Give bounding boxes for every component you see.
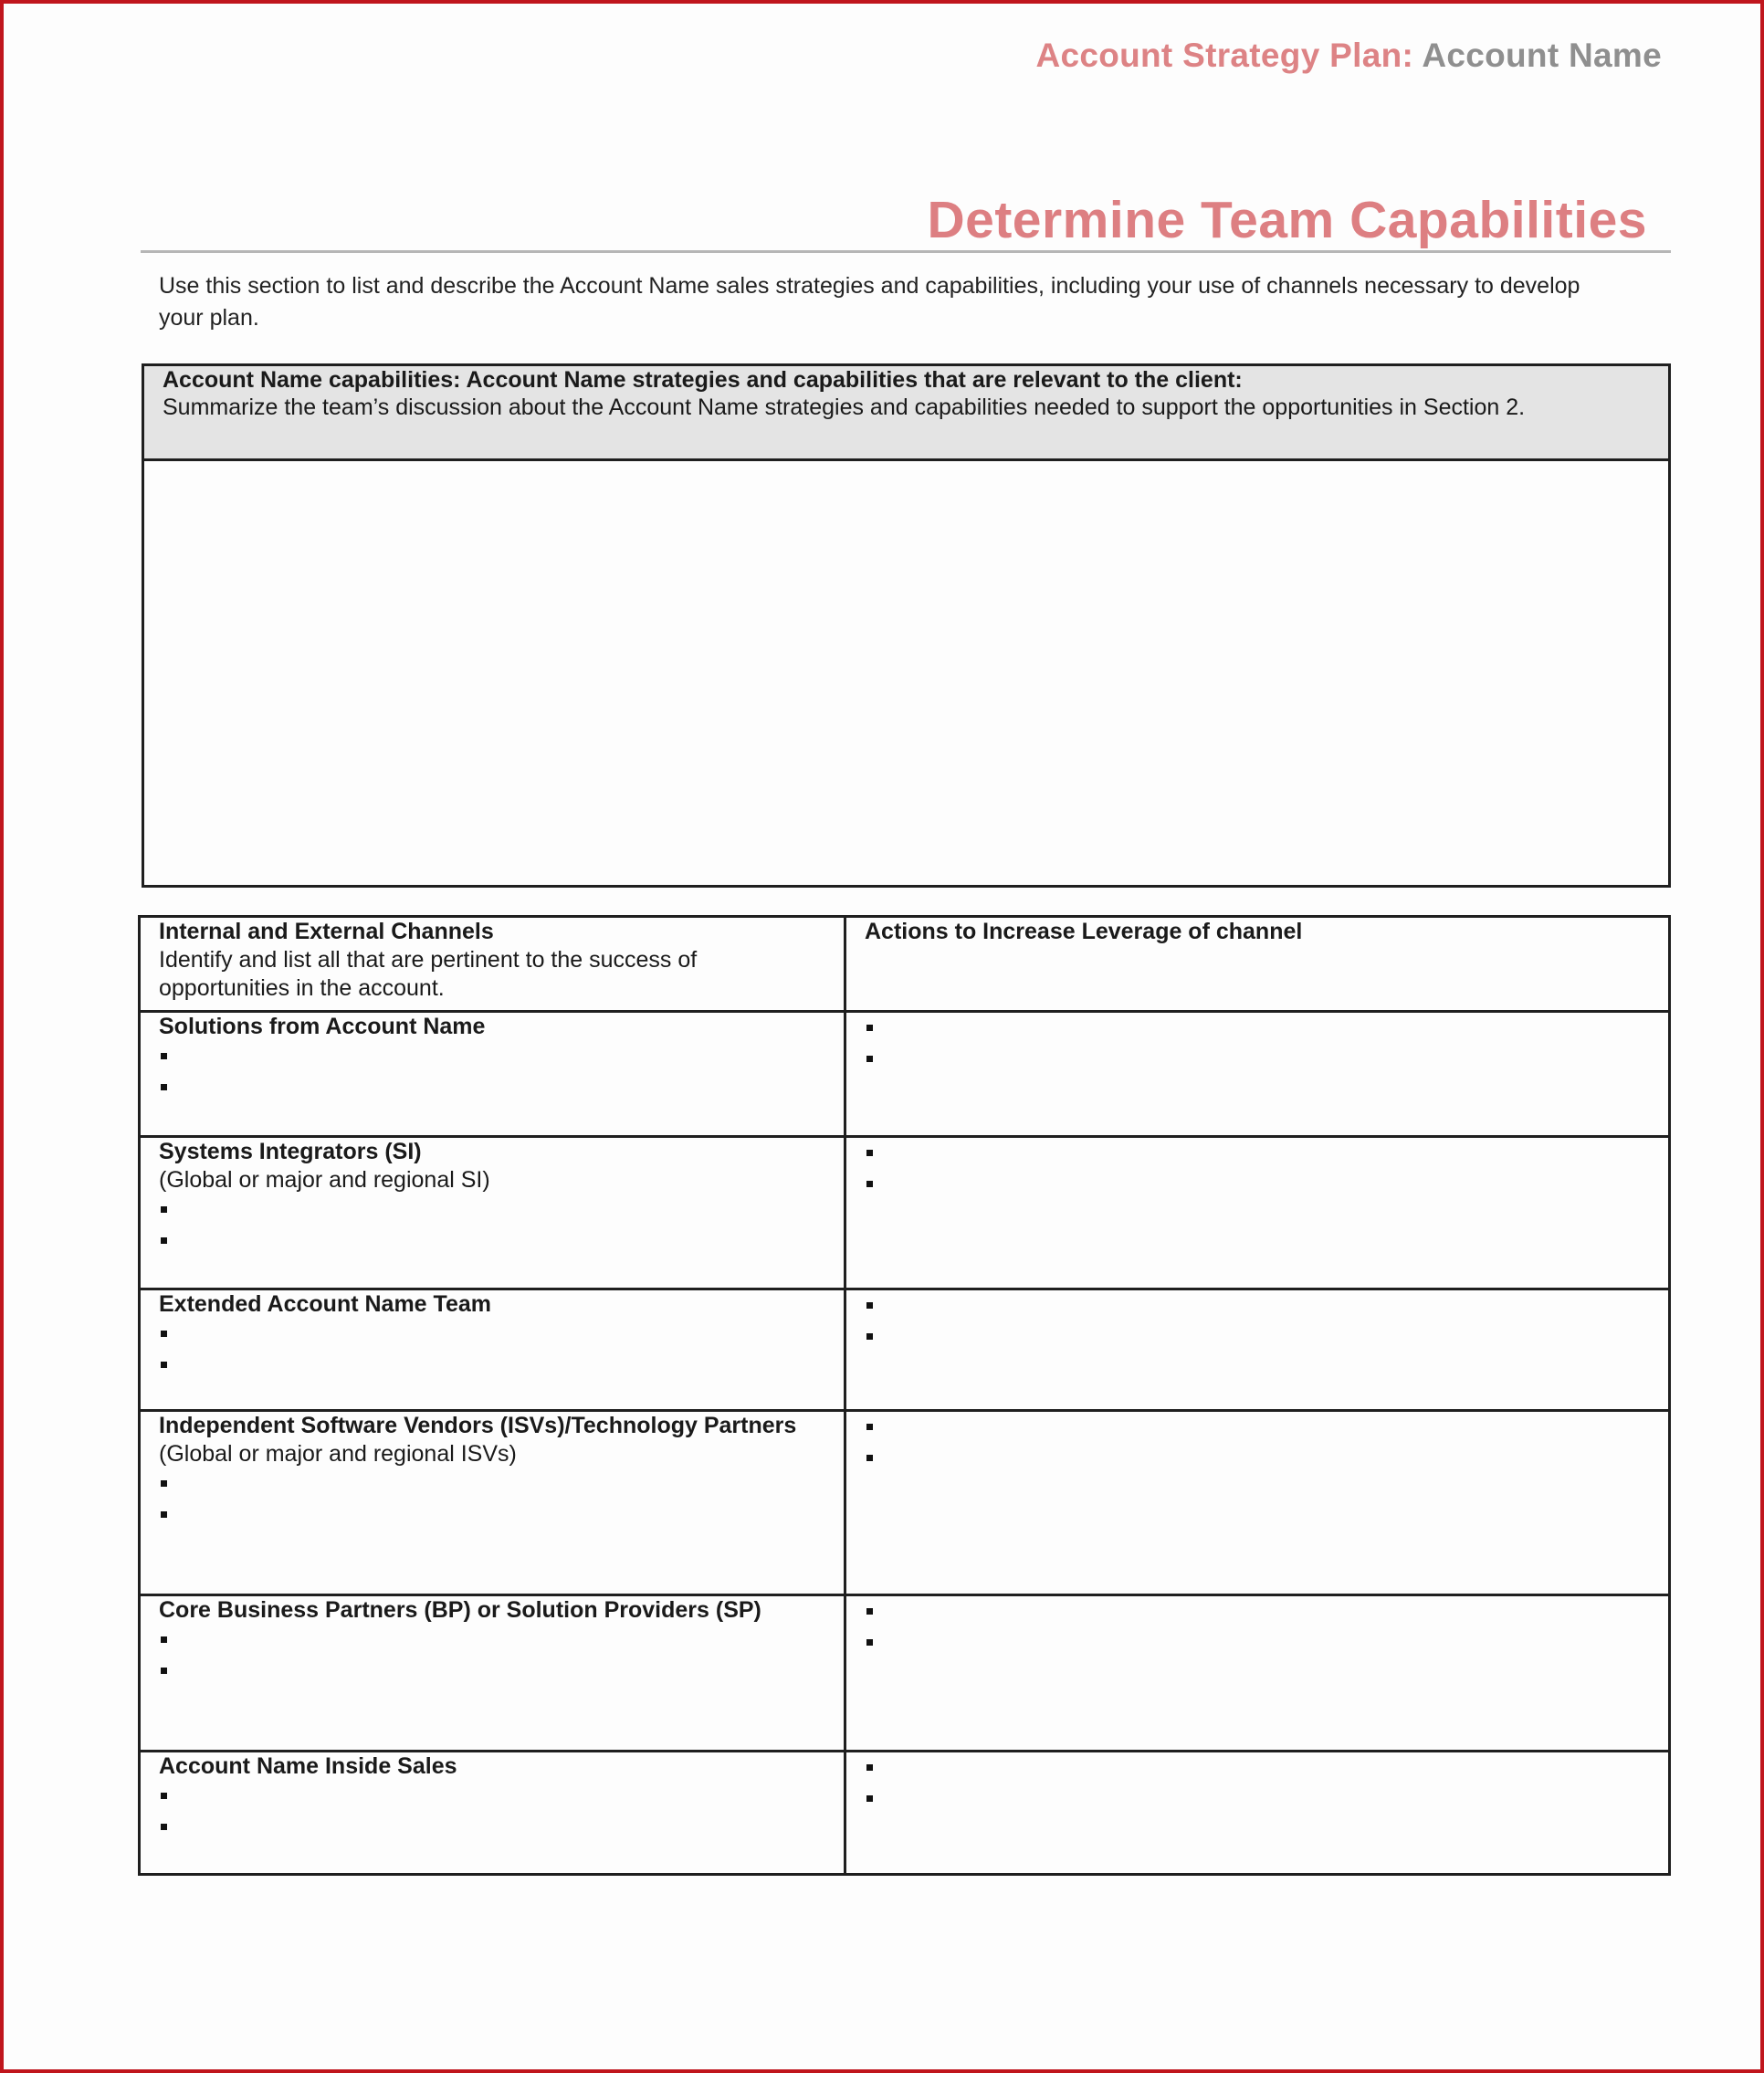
bullet-item[interactable]	[159, 1226, 825, 1257]
table-row	[140, 1289, 1670, 1411]
channel-cell[interactable]	[140, 1137, 845, 1289]
bullet-item[interactable]	[865, 1443, 1650, 1474]
header-account-name: Account Name	[1422, 37, 1662, 74]
capabilities-instruction: Summarize the team’s discussion about the Account Name strategies and capabilities needed to support the opportunities in Section 2.	[163, 395, 1526, 420]
table-row	[140, 1137, 1670, 1289]
action-cell[interactable]	[845, 1012, 1670, 1137]
table-row	[140, 1595, 1670, 1752]
bullet-item[interactable]	[865, 1752, 1650, 1784]
capabilities-box	[142, 363, 1671, 888]
bullet-item[interactable]	[159, 1812, 825, 1843]
table-row	[140, 1411, 1670, 1595]
header-lead: Account Strategy Plan:	[1035, 37, 1414, 74]
channels-header-cell	[140, 917, 845, 1012]
bullet-item[interactable]	[865, 1013, 1650, 1044]
bullet-item[interactable]	[865, 1044, 1650, 1075]
bullet-item[interactable]	[159, 1072, 825, 1103]
table-header-row	[140, 917, 1670, 1012]
title-divider	[141, 250, 1671, 253]
capabilities-heading: Account Name capabilities: Account Name strategies and capabilities that are relevant to the client:	[163, 367, 1243, 393]
action-cell[interactable]	[845, 1595, 1670, 1752]
channel-title: Extended Account Name Team	[159, 1291, 491, 1317]
bullet-item[interactable]	[159, 1781, 825, 1812]
bullet-item[interactable]	[159, 1350, 825, 1381]
bullet-item[interactable]	[865, 1321, 1650, 1352]
bullet-item[interactable]	[865, 1290, 1650, 1321]
channel-title: Systems Integrators (SI)	[159, 1139, 422, 1164]
table-row	[140, 1752, 1670, 1875]
action-cell[interactable]	[845, 1137, 1670, 1289]
bullet-item[interactable]	[159, 1041, 825, 1072]
bullet-item[interactable]	[865, 1784, 1650, 1815]
bullet-item[interactable]	[159, 1656, 825, 1687]
channels-header-title: Internal and External Channels	[159, 919, 494, 944]
bullet-item[interactable]	[865, 1627, 1650, 1658]
table-row	[140, 1012, 1670, 1137]
capabilities-entry-area[interactable]	[144, 461, 1668, 881]
intro-paragraph: Use this section to list and describe the Account Name sales strategies and capabilities, including your use of channels necessary to develop your plan.	[159, 273, 1580, 331]
channel-title: Solutions from Account Name	[159, 1014, 486, 1039]
action-cell[interactable]	[845, 1289, 1670, 1411]
channels-header-note: Identify and list all that are pertinent to the success of opportunities in the account.	[159, 947, 698, 1001]
channel-note: (Global or major and regional ISVs)	[159, 1441, 517, 1467]
action-cell[interactable]	[845, 1752, 1670, 1875]
channel-cell[interactable]	[140, 1289, 845, 1411]
action-cell[interactable]	[845, 1411, 1670, 1595]
channel-title: Independent Software Vendors (ISVs)/Technology Partners	[159, 1413, 797, 1438]
channel-title: Account Name Inside Sales	[159, 1753, 457, 1779]
bullet-item[interactable]	[159, 1500, 825, 1531]
bullet-item[interactable]	[865, 1412, 1650, 1443]
document-header	[1035, 37, 1662, 75]
bullet-item[interactable]	[865, 1596, 1650, 1627]
bullet-item[interactable]	[159, 1319, 825, 1350]
channel-cell[interactable]	[140, 1752, 845, 1875]
bullet-item[interactable]	[159, 1194, 825, 1226]
capabilities-box-header	[144, 366, 1668, 461]
bullet-item[interactable]	[159, 1625, 825, 1656]
page-title: Determine Team Capabilities	[927, 191, 1647, 249]
channel-cell[interactable]	[140, 1012, 845, 1137]
channel-cell[interactable]	[140, 1595, 845, 1752]
channels-table	[138, 915, 1671, 1876]
bullet-item[interactable]	[865, 1138, 1650, 1169]
actions-header-cell	[845, 917, 1670, 1012]
channel-cell[interactable]	[140, 1411, 845, 1595]
actions-header-title: Actions to Increase Leverage of channel	[865, 919, 1303, 944]
channel-note: (Global or major and regional SI)	[159, 1167, 490, 1193]
bullet-item[interactable]	[865, 1169, 1650, 1200]
channel-title: Core Business Partners (BP) or Solution Providers (SP)	[159, 1597, 761, 1623]
bullet-item[interactable]	[159, 1468, 825, 1500]
